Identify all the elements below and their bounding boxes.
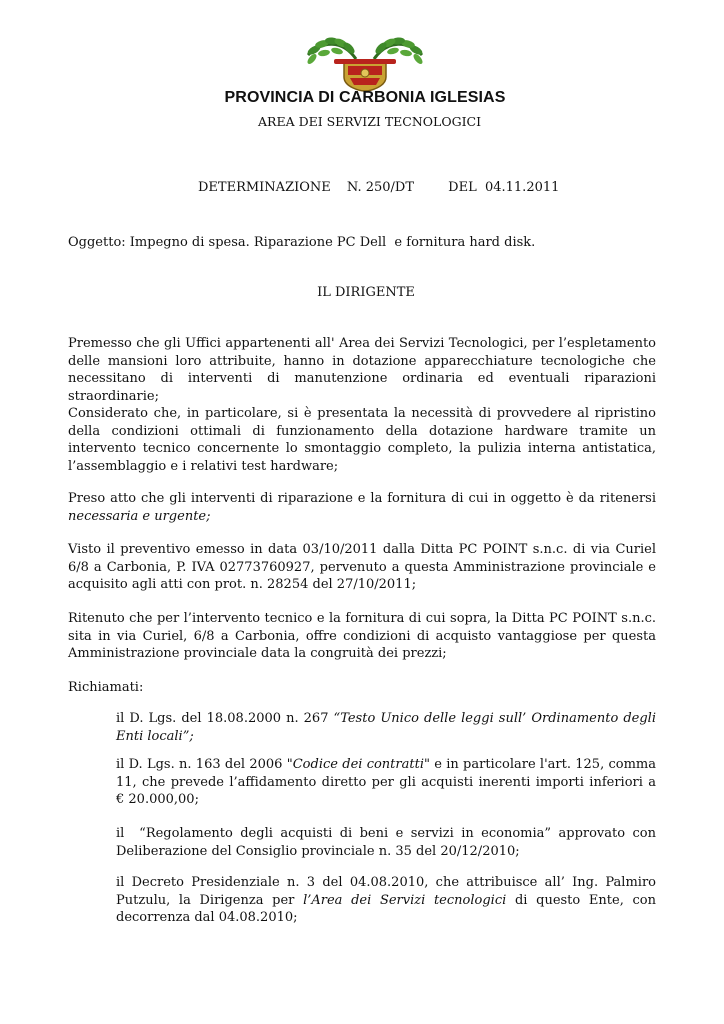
item2-text-b: e in particolare l'art. 125, comma 11, che prevede l’affidamento diretto per gli acquisti inerenti importi inferiori a € 20.000,00; — [116, 757, 665, 807]
dirigente-heading: IL DIRIGENTE — [317, 285, 415, 300]
oggetto-line: Oggetto: Impegno di spesa. Riparazione PC Dell e fornitura hard disk. — [68, 235, 536, 250]
org-title: PROVINCIA DI CARBONIA IGLESIAS — [224, 89, 506, 106]
premesso-paragraph: Premesso che gli Uffici appartenenti all' Area dei Servizi Tecnologici, per l’espletamento delle mansioni loro attribuite, hanno in dotazione apparecchiature tecnologiche che necessitano di interventi di manutenzione ordinaria ed eventuali riparazioni straordinarie; — [68, 336, 656, 404]
item2-italic: "Codice dei contratti" — [286, 757, 430, 772]
richiamati-label: Richiamati: — [68, 680, 144, 695]
richiamati-item-2 — [116, 756, 665, 809]
crest-icon — [300, 33, 430, 93]
item2-text-a: il D. Lgs. n. 163 del 2006 — [116, 757, 287, 772]
determinazione-line — [198, 180, 559, 195]
item4-italic: l’Area dei Servizi tecnologici — [303, 892, 507, 908]
richiamati-item-4 — [116, 874, 661, 927]
visto-paragraph: Visto il preventivo emesso in data 03/10/2011 dalla Ditta PC POINT s.n.c. di via Curiel 6/8 a Carbonia, P. IVA 02773760927, pervenuto a questa Amministrazione provinciale e acquisito agli atti con prot. n. 28254 del 27/10/2011; — [68, 542, 656, 592]
item1-text: il D. Lgs. del 18.08.2000 n. 267 — [116, 711, 334, 726]
richiamati-item-3: il “Regolamento degli acquisti di beni e servizi in economia” approvato con Deliberazione del Consiglio provinciale n. 35 del 20/12/2010; — [116, 826, 661, 859]
preso-atto-text: Preso atto che gli interventi di riparazione e la fornitura di cui in oggetto è da ritenersi — [68, 491, 656, 506]
ritenuto-paragraph: Ritenuto che per l’intervento tecnico e la fornitura di cui sopra, la Ditta PC POINT s.n.c. sita in via Curiel, 6/8 a Carbonia, offre condizioni di acquisto vantaggiose per questa Amministrazione provinciale data la congruità dei prezzi; — [68, 611, 656, 661]
determinazione-label: DETERMINAZIONE — [198, 180, 331, 195]
item1-italic: “Testo Unico delle leggi sull’ Ordinamento degli Enti locali”; — [116, 711, 656, 744]
item4-text-b: di questo Ente, con decorrenza dal 04.08.2010; — [116, 892, 661, 925]
org-subtitle: AREA DEI SERVIZI TECNOLOGICI — [258, 114, 482, 129]
considerato-paragraph: Considerato che, in particolare, si è presentata la necessità di provvedere al ripristino della condizioni ottimali di funzionamento della dotazione hardware tramite un intervento tecnico concernente lo smontaggio completo, la pulizia interna antistatica, l’assemblaggio e i relativi test hardware; — [68, 406, 656, 474]
determinazione-date: DEL 04.11.2011 — [448, 180, 560, 195]
determinazione-number: N. 250/DT — [346, 180, 415, 195]
preso-atto-paragraph — [68, 490, 656, 525]
richiamati-item-1 — [116, 710, 656, 745]
item4-text-a: il Decreto Presidenziale n. 3 del 04.08.2010, che attribuisce all’ Ing. Palmiro Putzulu, la Dirigenza per — [116, 875, 661, 908]
preso-atto-italic: necessaria e urgente; — [68, 508, 211, 524]
